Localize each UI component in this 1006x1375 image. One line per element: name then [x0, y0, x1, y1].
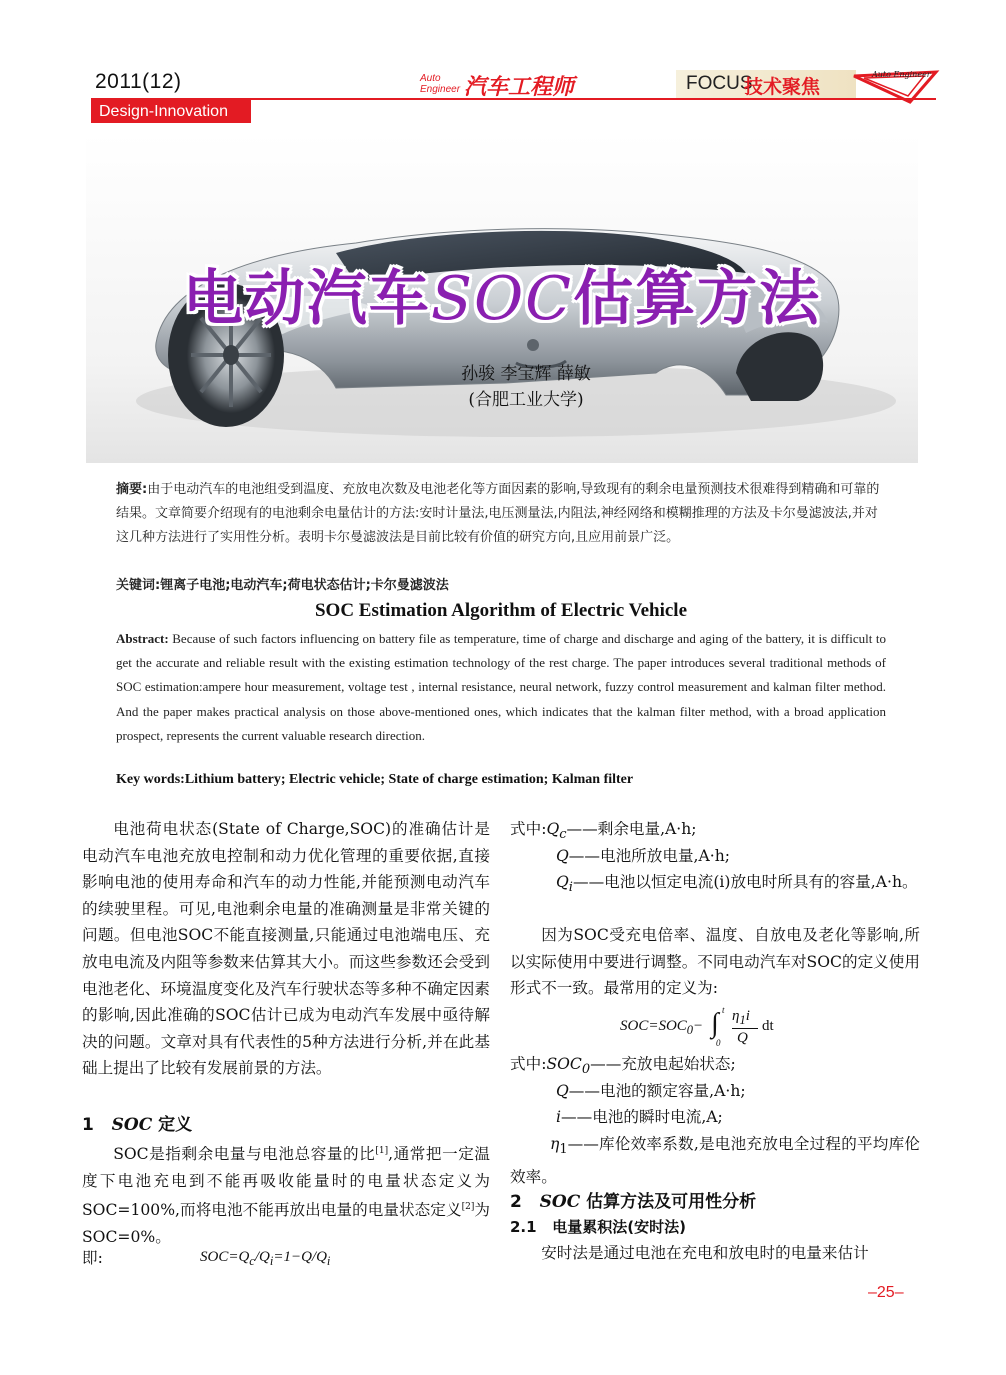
- def-qc: ——剩余电量,A·h;: [566, 820, 697, 838]
- section-2-1-title: 电量累积法(安时法): [552, 1218, 686, 1236]
- section-2-soc: SOC: [539, 1192, 581, 1212]
- abstract-cn-label: 摘要:: [116, 482, 148, 497]
- where-label-2: 式中:: [510, 1055, 547, 1073]
- section-1-paragraph: [82, 1138, 490, 1251]
- definition-paragraph: 因为SOC受充电倍率、温度、自放电及老化等影响,所以实际使用中要进行调整。不同电动汽车对SOC的定义使用形式不一致。最常用的定义为:: [510, 926, 920, 998]
- eq2-eta: η: [732, 1008, 740, 1024]
- eq1-part1: SOC=Q: [200, 1249, 250, 1265]
- equation-2: [620, 1005, 820, 1052]
- eq2-minus: −: [693, 1018, 704, 1034]
- section-2-heading: [510, 1187, 920, 1212]
- citation-1: [1]: [375, 1146, 389, 1156]
- var-qi: Q: [556, 873, 569, 891]
- integral-sign-icon: ∫: [711, 1008, 719, 1039]
- abstract-cn: [116, 478, 886, 550]
- where-i: [556, 1104, 920, 1131]
- def-q2: ——电池的额定容量,A·h;: [568, 1082, 746, 1100]
- where-label-1: 式中:: [510, 820, 547, 838]
- keywords-cn: 关键词:锂离子电池;电动汽车;荷电状态估计;卡尔曼滤波法: [116, 578, 449, 593]
- eq2-lhs-text: SOC=SOC: [620, 1018, 687, 1034]
- svg-text:Auto Engineer: Auto Engineer: [872, 70, 931, 79]
- section-1-text-c: 为SOC=0%。: [82, 1201, 490, 1247]
- abstract-en: [116, 627, 886, 748]
- section-1-number: 1: [82, 1115, 94, 1135]
- eq2-lhs: [620, 1018, 703, 1038]
- section-2-1-number: 2.1: [510, 1218, 537, 1236]
- eq2-lhs-sub: 0: [686, 1023, 694, 1037]
- var-eta-sub: 1: [559, 1142, 568, 1158]
- eq2-dt: dt: [762, 1018, 774, 1034]
- citation-2: [2]: [461, 1202, 475, 1213]
- focus-banner: [676, 70, 856, 98]
- magazine-logo-en1: Auto: [420, 73, 441, 84]
- eq2-numerator: [732, 1008, 750, 1028]
- var-soc0-sub: 0: [581, 1062, 591, 1078]
- keywords-en: [116, 772, 886, 788]
- article-title-cn2: 估算方法: [573, 264, 822, 334]
- section-1-text-a: SOC是指剩余电量与电池总容量的比: [113, 1145, 376, 1164]
- def-soc0: ——充放电起始状态;: [590, 1055, 736, 1073]
- def-eta: ——库伦效率系数,是电池充放电全过程的平均库伦效率。: [510, 1135, 920, 1186]
- section-2-1-heading: [510, 1216, 920, 1237]
- eq1-part3: =1−Q/Q: [273, 1249, 327, 1265]
- var-eta: η: [550, 1135, 560, 1153]
- intro-paragraph: 电池荷电状态(State of Charge,SOC)的准确估计是电动汽车电池充放电控制和动力优化管理的重要依据,直接影响电池的使用寿命和汽车的动力性能,并能预测电动汽车的续驶里程。可见,电池剩余电量的准确测量是非常关键的问题。但电池SOC不能直接测量,只能通过电池端电压、充放电电流及内阻等参数来估算其大小。而这些参数还会受到电池老化、环境温度变化及汽车行驶状态等多种不确定因素的影响,因此准确的SOC估计已成为电动汽车发展中亟待解决的问题。文章对具有代表性的5种方法进行分析,并在此基础上提出了比较有发展前景的方法。: [82, 820, 490, 1078]
- where-q-rated: [556, 1078, 920, 1105]
- page-number: –25–: [868, 1284, 904, 1301]
- hero-image: [86, 133, 918, 463]
- eq1-sub1: c: [249, 1254, 255, 1268]
- eq1-sub3: i: [326, 1254, 331, 1268]
- var-qi-sub: i: [568, 880, 573, 896]
- focus-label-en: FOCUS: [686, 73, 753, 94]
- section-1-heading: [82, 1110, 490, 1135]
- def-q: ——电池所放电量,A·h;: [568, 847, 731, 865]
- eq2-int-top: t: [722, 1005, 725, 1015]
- equation-1-label: 即:: [82, 1249, 103, 1267]
- where-qi: [510, 869, 920, 902]
- eq2-i: i: [745, 1008, 750, 1024]
- magazine-logo-en2: Engineer: [420, 84, 461, 95]
- eq1-part2: /Q: [254, 1249, 270, 1265]
- eq2-denominator: Q: [737, 1030, 748, 1046]
- section-tag: Design-Innovation: [91, 100, 251, 123]
- def-i: ——电池的瞬时电流,A;: [561, 1108, 723, 1126]
- where-eta: [510, 1131, 920, 1190]
- abstract-en-label: Abstract:: [116, 631, 169, 646]
- focus-label-cn: 技术聚焦: [744, 76, 821, 98]
- fraction-bar: [732, 1028, 758, 1029]
- var-i: i: [556, 1108, 561, 1126]
- keywords-en-text: Lithium battery; Electric vehicle; State of charge estimation; Kalman filter: [184, 772, 634, 787]
- section-1-soc: SOC: [111, 1115, 153, 1135]
- magazine-logo: [420, 70, 590, 102]
- section-2-title: 估算方法及可用性分析: [586, 1192, 757, 1212]
- keywords-en-label: Key words:: [116, 772, 185, 787]
- section-1-title: 定义: [158, 1115, 193, 1135]
- authors: 孙骏 李宝辉 薛敏: [461, 364, 591, 384]
- var-qc: Q: [546, 820, 560, 838]
- var-q2: Q: [556, 1082, 569, 1100]
- magazine-logo-cn: 汽车工程师: [464, 75, 575, 100]
- abstract-en-text: Because of such factors influencing on battery file as temperature, time of charge and discharge and aging of the battery, it is difficult to get the accurate and reliable result with the existing estimation technology of the rest charge. The paper introduces several traditional methods of SOC estimation:ampere hour measurement, voltage test , internal resistance, neural network, fuzzy control measurement and kalman filter method. And the paper makes practical analysis on those above-mentioned ones, which indicates that the kalman filter method, with a broad application prospect, represents the current valuable research direction.: [116, 631, 886, 743]
- article-title: [86, 251, 918, 337]
- section-1-text-b: ,通常把一定温度下电池充电到不能再吸收能量时的电量状态定义为SOC=100%,而将电池不能再放出电量的电量状态定义: [82, 1145, 490, 1220]
- where-q: [556, 843, 920, 870]
- equation-1: [200, 1249, 330, 1269]
- issue-number: 2011(12): [95, 70, 182, 93]
- english-title: SOC Estimation Algorithm of Electric Vehicle: [314, 600, 688, 621]
- article-title-cn1: 电动汽车: [182, 264, 431, 334]
- eq2-eta-sub: 1: [739, 1013, 746, 1027]
- def-qi: ——电池以恒定电流(i)放电时所具有的容量,A·h。: [572, 873, 918, 891]
- var-q: Q: [556, 847, 569, 865]
- eq2-int-bottom: 0: [716, 1038, 721, 1048]
- var-soc0: SOC: [546, 1055, 582, 1073]
- article-title-soc: SOC: [430, 264, 574, 334]
- eq1-sub2: i: [269, 1254, 274, 1268]
- var-qc-sub: c: [559, 827, 567, 843]
- affiliation: (合肥工业大学): [468, 390, 584, 410]
- abstract-cn-text: 由于电动汽车的电池组受到温度、充放电次数及电池老化等方面因素的影响,导致现有的剩余电量预测技术很难得到精确和可靠的结果。文章简要介绍现有的电池剩余电量估计的方法:安时计量法,电压测量法,内阻法,神经网络和模糊推理的方法及卡尔曼滤波法,并对这几种方法进行了实用性分析。表明卡尔曼滤波法是目前比较有价值的研究方向,且应用前景广泛。: [116, 482, 880, 545]
- section-2-1-paragraph: 安时法是通过电池在充电和放电时的电量来估计: [541, 1244, 869, 1262]
- auto-engineer-logo-icon: [850, 66, 940, 106]
- section-2-number: 2: [510, 1192, 522, 1212]
